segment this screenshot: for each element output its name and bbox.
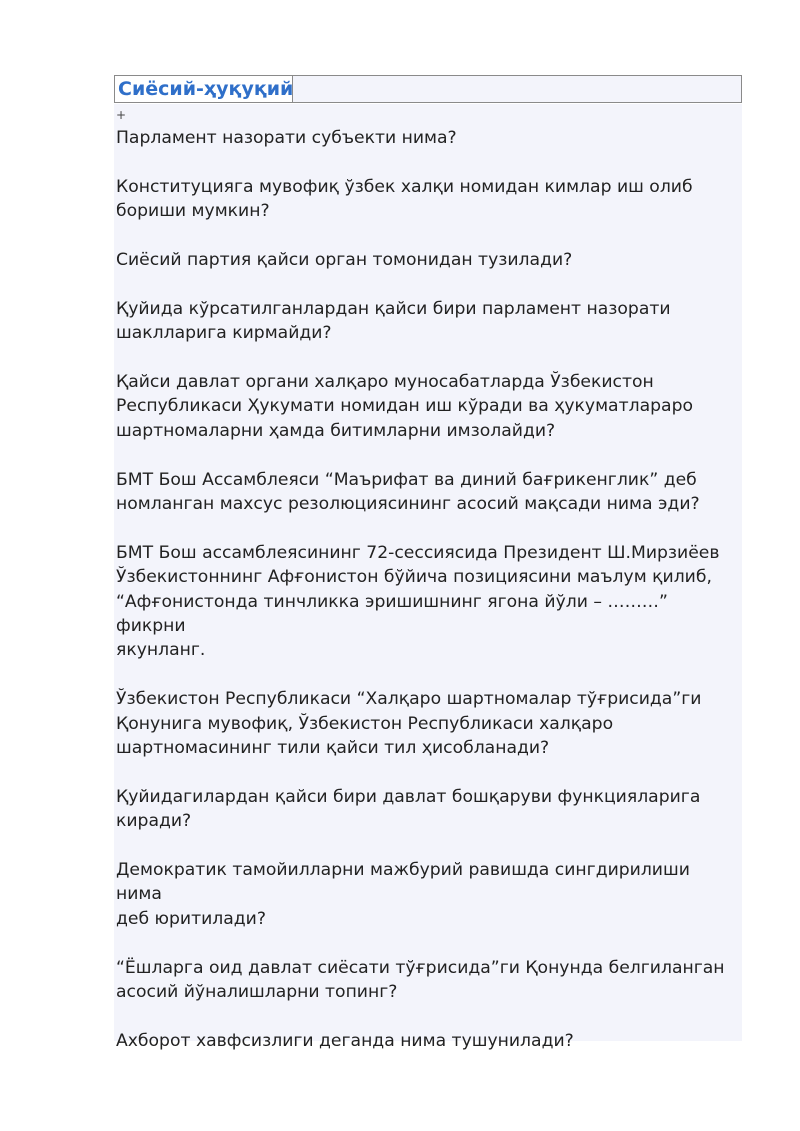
question-item: Қуйида кўрсатилганлардан қайси бири парламент назорати шаклларига кирмайди? bbox=[116, 298, 671, 344]
question-item: Парламент назорати субъекти нима? bbox=[116, 128, 457, 148]
question-item: Ахборот хавфсизлиги деганда нима тушунилади? bbox=[116, 1030, 574, 1051]
heading-table-row bbox=[114, 75, 742, 103]
plus-marker: + bbox=[116, 108, 127, 122]
question-item: БМТ Бош ассамблеясининг 72-сессиясида Президент Ш.Мирзиёев Ўзбекистоннинг Афғонистон бўйича позициясини маълум қилиб, “Афғонистонда тинчликка эришишнинг ягона йўли – ………” фикрни якунланг. bbox=[116, 542, 720, 661]
question-item: Сиёсий партия қайси орган томонидан тузилади? bbox=[116, 250, 573, 270]
question-item: Қуйидагилардан қайси бири давлат бошқаруви функцияларига киради? bbox=[116, 786, 701, 832]
question-item: БМТ Бош Ассамблеяси “Маърифат ва диний бағрикенглик” деб номланган махсус резолюциясининг асосий мақсади нима эди? bbox=[116, 469, 700, 515]
heading-cell bbox=[115, 76, 293, 102]
section-heading: Сиёсий-ҳуқуқий bbox=[118, 78, 294, 100]
question-list bbox=[116, 126, 738, 1078]
question-item: Қайси давлат органи халқаро муносабатларда Ўзбекистон Республикаси Ҳукумати номидан иш кўради ва ҳукуматлараро шартномаларни ҳамда битимларни имзолайди? bbox=[116, 372, 693, 441]
question-item: “Ёшларга оид давлат сиёсати тўғрисида”ги Қонунда белгиланган асосий йўналишларни топинг? bbox=[116, 957, 725, 1003]
question-item: Конституцияга мувофиқ ўзбек халқи номидан кимлар иш олиб бориши мумкин? bbox=[116, 176, 693, 222]
question-item: Демократик тамойилларни мажбурий равишда сингдирилиши нима деб юритилади? bbox=[116, 860, 690, 929]
question-item: Ўзбекистон Республикаси “Халқаро шартномалар тўғрисида”ги Қонунига мувофиқ, Ўзбекистон Республикаси халқаро шартномасининг тили қайси тил ҳисобланади? bbox=[116, 689, 702, 759]
